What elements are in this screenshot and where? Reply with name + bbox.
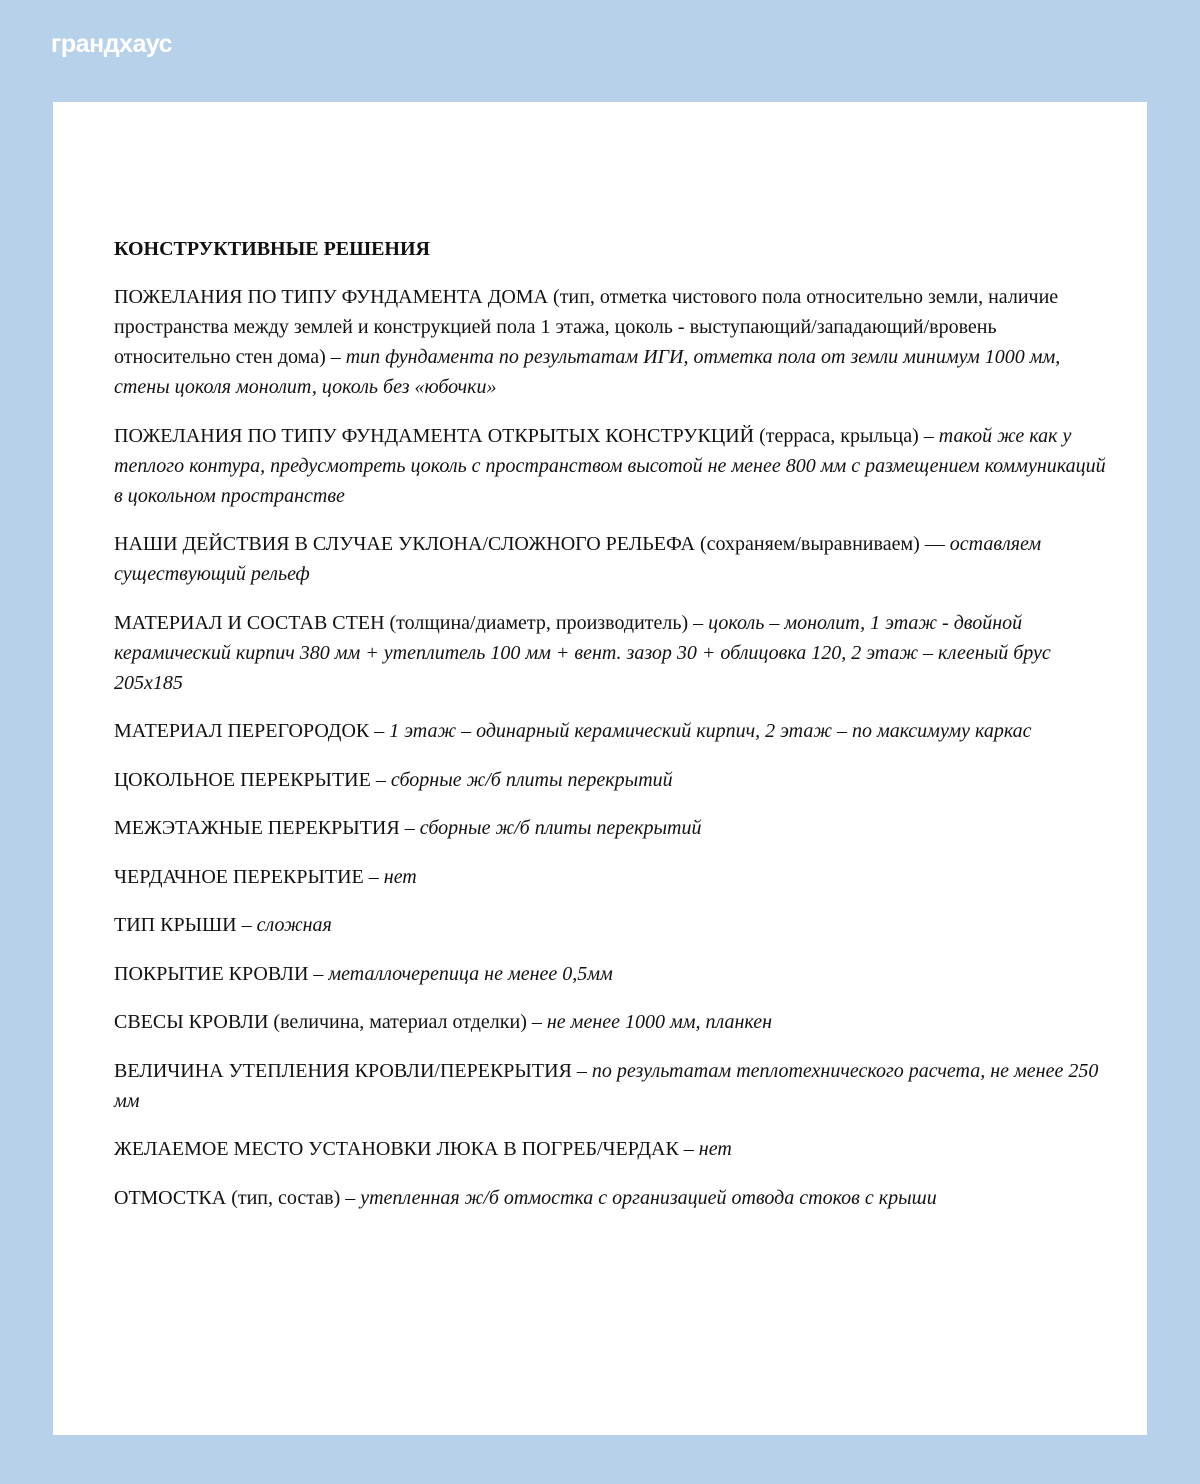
list-item-hatch	[114, 1134, 1114, 1164]
item-label: ОТМОСТКА (тип, состав) –	[114, 1186, 361, 1209]
item-value: по результатам теплотехнического расчета, не менее 250 мм	[114, 1059, 1099, 1112]
item-label: МЕЖЭТАЖНЫЕ ПЕРЕКРЫТИЯ –	[114, 817, 420, 839]
item-label: ПОКРЫТИЕ КРОВЛИ –	[114, 962, 329, 985]
item-label: ЖЕЛАЕМОЕ МЕСТО УСТАНОВКИ ЛЮКА В ПОГРЕБ/ЧЕРДАК –	[114, 1138, 699, 1160]
list-item-foundation-house	[114, 282, 1114, 402]
item-label: МАТЕРИАЛ И СОСТАВ СТЕН (толщина/диаметр, производитель) –	[114, 611, 709, 634]
document-content	[114, 234, 1114, 1231]
item-label: ПОЖЕЛАНИЯ ПО ТИПУ ФУНДАМЕНТА ДОМА (тип, отметка чистового пола относительно земли, наличие пространства между землей и конструкцией пола 1 этажа, цоколь - выступающий/западающий/вровень относительно стен дома) –	[114, 286, 1059, 368]
list-item-attic-floor	[114, 862, 1114, 892]
item-label: ЧЕРДАЧНОЕ ПЕРЕКРЫТИЕ –	[114, 865, 384, 888]
item-value: не менее 1000 мм, планкен	[546, 1011, 773, 1033]
item-value: сложная	[256, 914, 332, 936]
item-value: тип фундамента по результатам ИГИ, отметка пола от земли минимум 1000 мм, стены цоколя монолит, цоколь без «юбочки»	[114, 346, 1061, 398]
item-value: цоколь – монолит, 1 этаж - двойной керамический кирпич 380 мм + утеплитель 100 мм + вент. зазор 30 + облицовка 120, 2 этаж – клееный брус 205х185	[114, 611, 1051, 694]
list-item-interfloor	[114, 813, 1114, 843]
item-value: оставляем существующий рельеф	[114, 533, 1042, 585]
list-item-insulation	[114, 1056, 1114, 1116]
list-item-relief	[114, 529, 1114, 589]
item-label: ПОЖЕЛАНИЯ ПО ТИПУ ФУНДАМЕНТА ОТКРЫТЫХ КОНСТРУКЦИЙ (терраса, крыльца) –	[114, 424, 939, 447]
item-label: ТИП КРЫШИ –	[114, 914, 257, 936]
item-value: металлочерепица не менее 0,5мм	[328, 962, 613, 985]
item-value: утепленная ж/б отмостка с организацией отвода стоков с крыши	[360, 1186, 937, 1209]
item-label: ЦОКОЛЬНОЕ ПЕРЕКРЫТИЕ –	[114, 768, 391, 791]
item-value: сборные ж/б плиты перекрытий	[390, 768, 673, 791]
list-item-eaves	[114, 1007, 1114, 1037]
list-item-blind-area	[114, 1183, 1114, 1213]
list-item-partitions	[114, 716, 1114, 746]
section-title: КОНСТРУКТИВНЫЕ РЕШЕНИЯ	[114, 238, 430, 260]
list-item-roof-type	[114, 910, 1114, 940]
item-value: такой же как у теплого контура, предусмотреть цоколь с пространством высотой не менее 800 мм с размещением коммуникаций в цокольном пространстве	[114, 424, 1106, 507]
document-page	[53, 102, 1147, 1435]
item-value: нет	[383, 865, 417, 888]
list-item-foundation-open	[114, 421, 1114, 511]
item-label: СВЕСЫ КРОВЛИ (величина, материал отделки) –	[114, 1011, 547, 1033]
list-item-walls	[114, 608, 1114, 698]
item-value: нет	[698, 1138, 732, 1160]
item-value: сборные ж/б плиты перекрытий	[419, 817, 702, 839]
brand-logo: грандхаус	[51, 30, 173, 58]
list-item-roofing	[114, 959, 1114, 989]
item-label: МАТЕРИАЛ ПЕРЕГОРОДОК –	[114, 720, 390, 742]
item-label: НАШИ ДЕЙСТВИЯ В СЛУЧАЕ УКЛОНА/СЛОЖНОГО РЕЛЬЕФА (сохраняем/выравниваем) —	[114, 533, 950, 555]
list-item-basement-floor	[114, 765, 1114, 795]
item-value: 1 этаж – одинарный керамический кирпич, 2 этаж – по максимуму каркас	[389, 720, 1032, 742]
item-label: ВЕЛИЧИНА УТЕПЛЕНИЯ КРОВЛИ/ПЕРЕКРЫТИЯ –	[114, 1059, 592, 1082]
